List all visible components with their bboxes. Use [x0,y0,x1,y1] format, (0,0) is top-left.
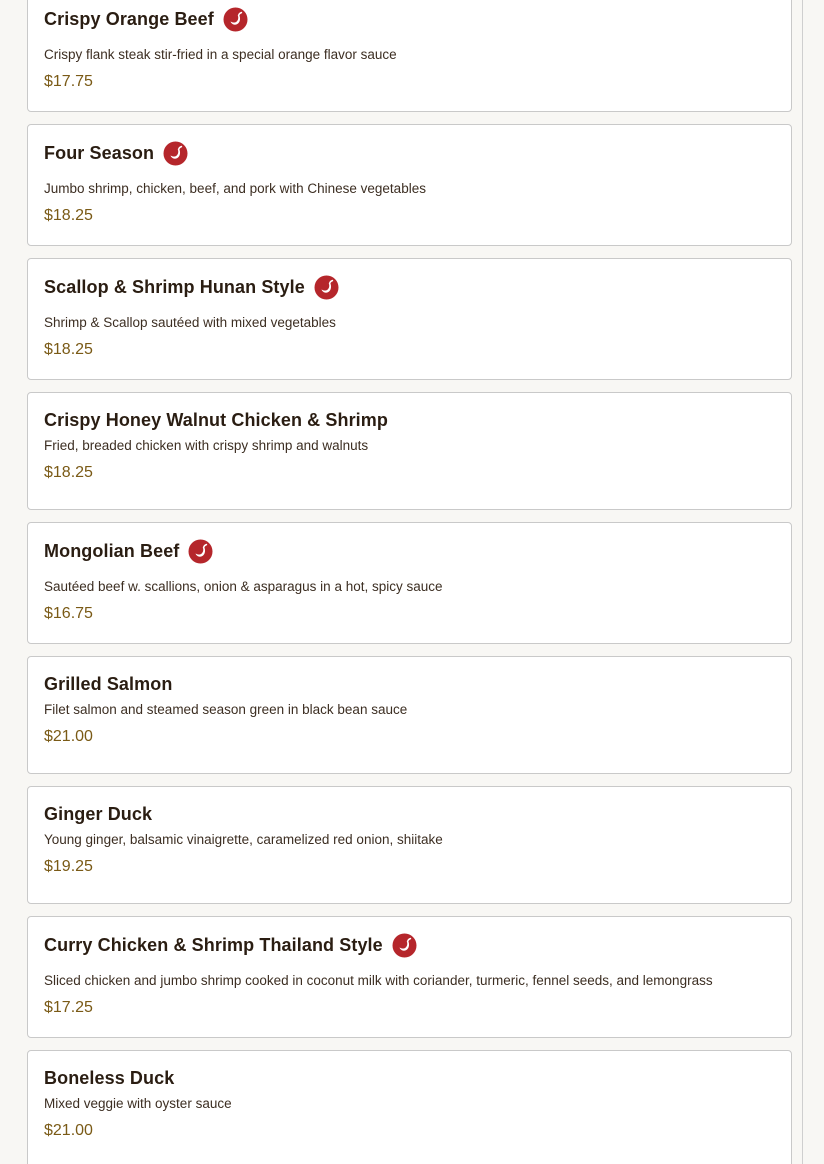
menu-item-card[interactable] [27,786,792,904]
scroll-divider [802,0,803,1164]
menu-item-card[interactable] [27,522,792,644]
menu-item-title-row [44,273,775,301]
menu-item-title-row [44,670,775,698]
menu-item-description: Sautéed beef w. scallions, onion & asparagus in a hot, spicy sauce [44,579,443,594]
menu-item-card[interactable] [27,916,792,1038]
chili-pepper-icon [188,539,213,564]
menu-item-description: Mixed veggie with oyster sauce [44,1096,232,1111]
menu-item-title-row [44,406,775,434]
menu-item-description: Crispy flank steak stir-fried in a special orange flavor sauce [44,47,397,62]
menu-item-description: Sliced chicken and jumbo shrimp cooked in coconut milk with coriander, turmeric, fennel seeds, and lemongrass [44,973,713,988]
menu-item-description: Filet salmon and steamed season green in black bean sauce [44,702,408,717]
menu-item-title-row [44,1064,775,1092]
menu-item-price: $18.25 [44,464,93,481]
menu-item-price: $18.25 [44,341,93,358]
menu-item-price: $19.25 [44,858,93,875]
menu-item-description: Fried, breaded chicken with crispy shrimp and walnuts [44,438,369,453]
menu-item-description: Jumbo shrimp, chicken, beef, and pork with Chinese vegetables [44,181,426,196]
menu-item-name: Crispy Orange Beef [44,8,214,29]
menu-item-name: Curry Chicken & Shrimp Thailand Style [44,934,383,955]
menu-item-price: $21.00 [44,728,93,745]
menu-item-card[interactable] [27,392,792,510]
menu-item-name: Mongolian Beef [44,540,180,561]
menu-item-price: $16.75 [44,605,93,622]
menu-item-title-row [44,537,775,565]
menu-item-title-row [44,139,775,167]
menu-item-card[interactable] [27,124,792,246]
menu-item-name: Ginger Duck [44,803,153,824]
menu-item-card[interactable] [27,1050,792,1164]
menu-item-name: Scallop & Shrimp Hunan Style [44,276,305,297]
menu-item-card[interactable] [27,0,792,112]
chili-pepper-icon [223,7,248,32]
chili-pepper-icon [163,141,188,166]
chili-pepper-icon [314,275,339,300]
menu-item-price: $17.75 [44,73,93,90]
menu-item-name: Four Season [44,142,155,163]
menu-item-name: Grilled Salmon [44,673,173,694]
menu-item-card[interactable] [27,258,792,380]
chili-pepper-icon [392,933,417,958]
menu-item-name: Boneless Duck [44,1067,175,1088]
menu-item-name: Crispy Honey Walnut Chicken & Shrimp [44,409,388,430]
menu-item-price: $21.00 [44,1122,93,1139]
menu-item-price: $17.25 [44,999,93,1016]
menu-item-card[interactable] [27,656,792,774]
menu-item-description: Young ginger, balsamic vinaigrette, caramelized red onion, shiitake [44,832,443,847]
menu-item-description: Shrimp & Scallop sautéed with mixed vegetables [44,315,336,330]
menu-item-title-row [44,5,775,33]
menu-item-price: $18.25 [44,207,93,224]
menu-item-list [27,0,792,1164]
menu-item-title-row [44,931,775,959]
menu-item-title-row [44,800,775,828]
